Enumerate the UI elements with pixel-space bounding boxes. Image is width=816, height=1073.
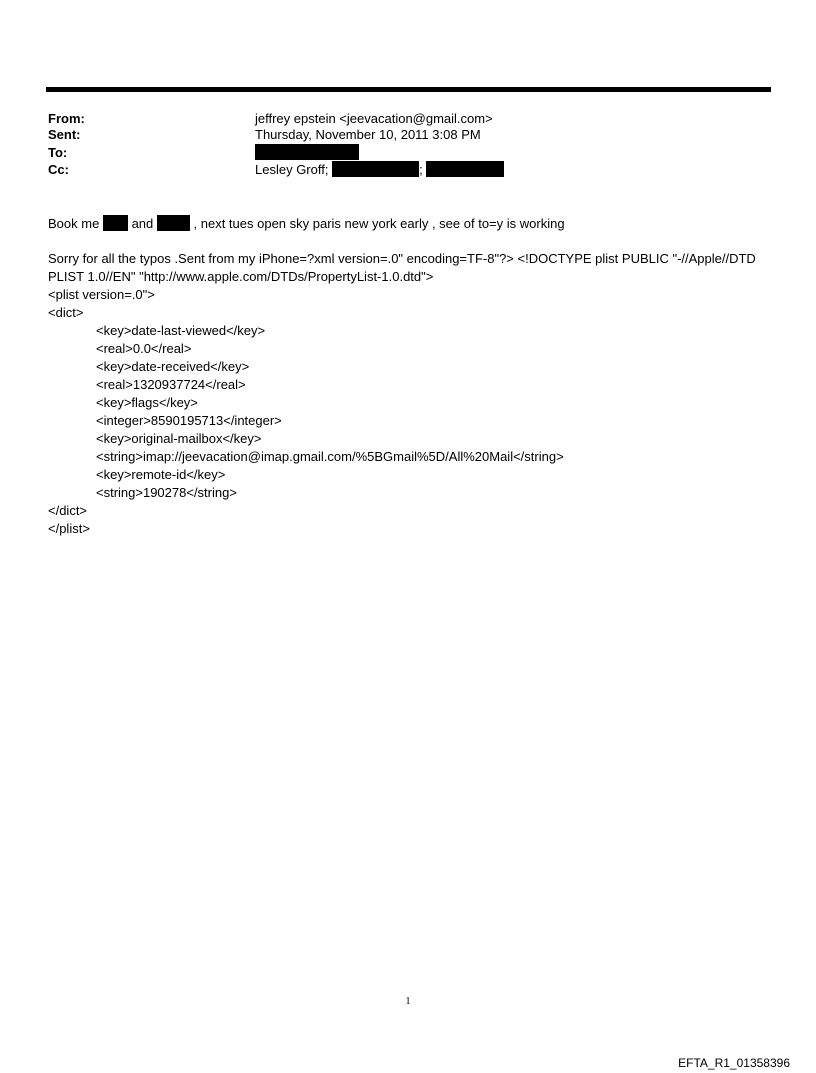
signature-line-1: Sorry for all the typos .Sent from my iPhone=?xml version=.0" encoding=TF-8"?> <!DOCTYPE plist PUBLIC "-//Apple//DTD	[48, 251, 756, 266]
dict-line: <integer>8590195713</integer>	[96, 413, 282, 428]
cc-value	[255, 161, 504, 179]
to-value	[255, 144, 359, 162]
from-label: From:	[48, 111, 85, 126]
cc-name: Lesley Groff;	[255, 162, 329, 177]
redaction-box	[332, 161, 419, 177]
to-label: To:	[48, 145, 68, 160]
message-text: and	[131, 216, 154, 231]
message-text: Book me	[48, 216, 100, 231]
dict-line: <string>190278</string>	[96, 485, 237, 500]
dict-line: <real>1320937724</real>	[96, 377, 246, 392]
dict-line: <key>flags</key>	[96, 395, 198, 410]
dict-line: <string>imap://jeevacation@imap.gmail.com/%5BGmail%5D/All%20Mail</string>	[96, 449, 564, 464]
message-line-1	[48, 215, 565, 233]
dict-close: </dict>	[48, 503, 88, 518]
redaction-box	[426, 161, 504, 177]
cc-label: Cc:	[48, 162, 69, 177]
page-number: 1	[405, 996, 411, 1007]
redaction-box	[255, 144, 359, 160]
redaction-box	[103, 215, 128, 231]
from-value: jeffrey epstein <jeevacation@gmail.com>	[255, 111, 493, 126]
sent-label: Sent:	[48, 127, 81, 142]
signature-line-2: PLIST 1.0//EN" "http://www.apple.com/DTDs/PropertyList-1.0.dtd">	[48, 269, 434, 284]
bates-number: EFTA_R1_01358396	[678, 1056, 790, 1070]
dict-line: <key>original-mailbox</key>	[96, 431, 262, 446]
dict-line: <key>date-last-viewed</key>	[96, 323, 266, 338]
plist-close: </plist>	[48, 521, 90, 536]
plist-open: <plist version=.0">	[48, 287, 155, 302]
message-text: , next tues open sky paris new york early , see of to=y is working	[193, 216, 565, 231]
dict-line: <real>0.0</real>	[96, 341, 192, 356]
sent-value: Thursday, November 10, 2011 3:08 PM	[255, 127, 481, 142]
redaction-box	[157, 215, 190, 231]
dict-line: <key>date-received</key>	[96, 359, 250, 374]
cc-separator: ;	[419, 162, 423, 177]
dict-line: <key>remote-id</key>	[96, 467, 226, 482]
header-rule	[46, 87, 771, 92]
dict-open: <dict>	[48, 305, 84, 320]
